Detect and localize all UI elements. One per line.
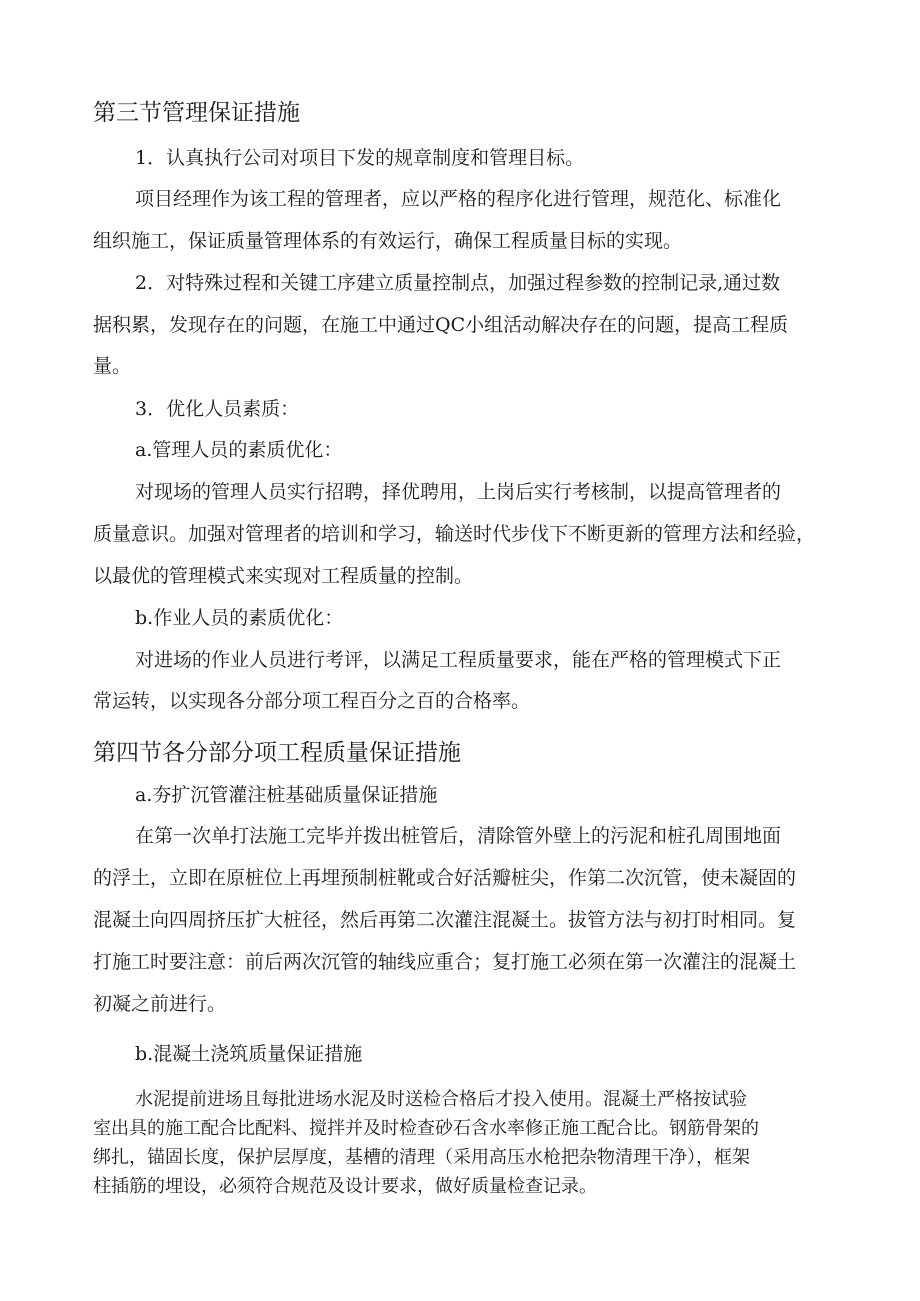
section-4-sub-b-line-1: 水泥提前进场且每批进场水泥及时送检合格后才投入使用。混凝土严格按试验 xyxy=(135,1089,747,1110)
section-3-para-1-line-2: 组织施工，保证质量管理体系的有效运行，确保工程质量目标的实现。 xyxy=(93,230,683,252)
section-4-sub-b-heading: b.混凝土浇筑质量保证措施 xyxy=(135,1043,363,1065)
section-4-sub-b-line-4: 柱插筋的埋设，必须符合规范及设计要求，做好质量检查记录。 xyxy=(93,1176,597,1197)
section-4-sub-a-line-1: 在第一次单打法施工完毕并拨出桩管后，清除管外壁上的污泥和桩孔周围地面 xyxy=(135,825,782,847)
section-3-sub-a-line-1: 对现场的管理人员实行招聘，择优聘用，上岗后实行考核制，以提高管理者的 xyxy=(135,481,782,503)
section-4-heading: 第四节各分部分项工程质量保证措施 xyxy=(93,740,461,766)
section-3-heading: 第三节管理保证措施 xyxy=(93,100,300,126)
section-4-sub-b-line-2: 室出具的施工配合比配料、搅拌并及时检查砂石含水率修正施工配合比。钢筋骨架的 xyxy=(93,1118,759,1139)
section-4-sub-a-line-4: 打施工时要注意：前后两次沉管的轴线应重合；复打施工必须在第一次灌注的混凝土 xyxy=(93,951,797,973)
section-3-para-1-line-1: 项目经理作为该工程的管理者，应以严格的程序化进行管理，规范化、标准化 xyxy=(135,188,782,210)
section-3-item-1: 1．认真执行公司对项目下发的规章制度和管理目标。 xyxy=(135,147,585,169)
section-4-sub-a-line-3: 混凝土向四周挤压扩大桩径，然后再第二次灌注混凝土。拔管方法与初打时相同。复 xyxy=(93,909,797,931)
section-3-sub-a-line-2: 质量意识。加强对管理者的培训和学习，输送时代步伐下不断更新的管理方法和经验， xyxy=(93,523,816,545)
section-3-item-2-line-2: 据积累，发现存在的问题，在施工中通过QC小组活动解决存在的问题，提高工程质 xyxy=(93,314,789,336)
section-3-sub-b-line-2: 常运转，以实现各分部分项工程百分之百的合格率。 xyxy=(93,690,531,712)
section-4-sub-a-line-5: 初凝之前进行。 xyxy=(93,993,227,1015)
section-4-sub-a-line-2: 的浮土，立即在原桩位上再埋预制桩靴或合好活瓣桩尖，作第二次沉管，使未凝固的 xyxy=(93,867,797,889)
section-3-sub-a-line-3: 以最优的管理模式来实现对工程质量的控制。 xyxy=(93,565,474,587)
section-3-item-2-line-1: 2．对特殊过程和关键工序建立质量控制点，加强过程参数的控制记录,通过数 xyxy=(135,272,781,294)
section-3-sub-a-heading: a.管理人员的素质优化： xyxy=(135,439,343,461)
section-3-sub-b-heading: b.作业人员的素质优化： xyxy=(135,607,344,629)
section-3-item-3: 3．优化人员素质： xyxy=(135,398,300,420)
section-3-sub-b-line-1: 对进场的作业人员进行考评，以满足工程质量要求，能在严格的管理模式下正 xyxy=(135,649,782,671)
section-4-sub-b-line-3: 绑扎，锚固长度，保护层厚度，基槽的清理（采用高压水枪把杂物清理干净），框架 xyxy=(93,1147,750,1168)
section-4-sub-a-heading: a.夯扩沉管灌注桩基础质量保证措施 xyxy=(135,784,438,806)
section-3-item-2-line-3: 量。 xyxy=(93,355,132,377)
